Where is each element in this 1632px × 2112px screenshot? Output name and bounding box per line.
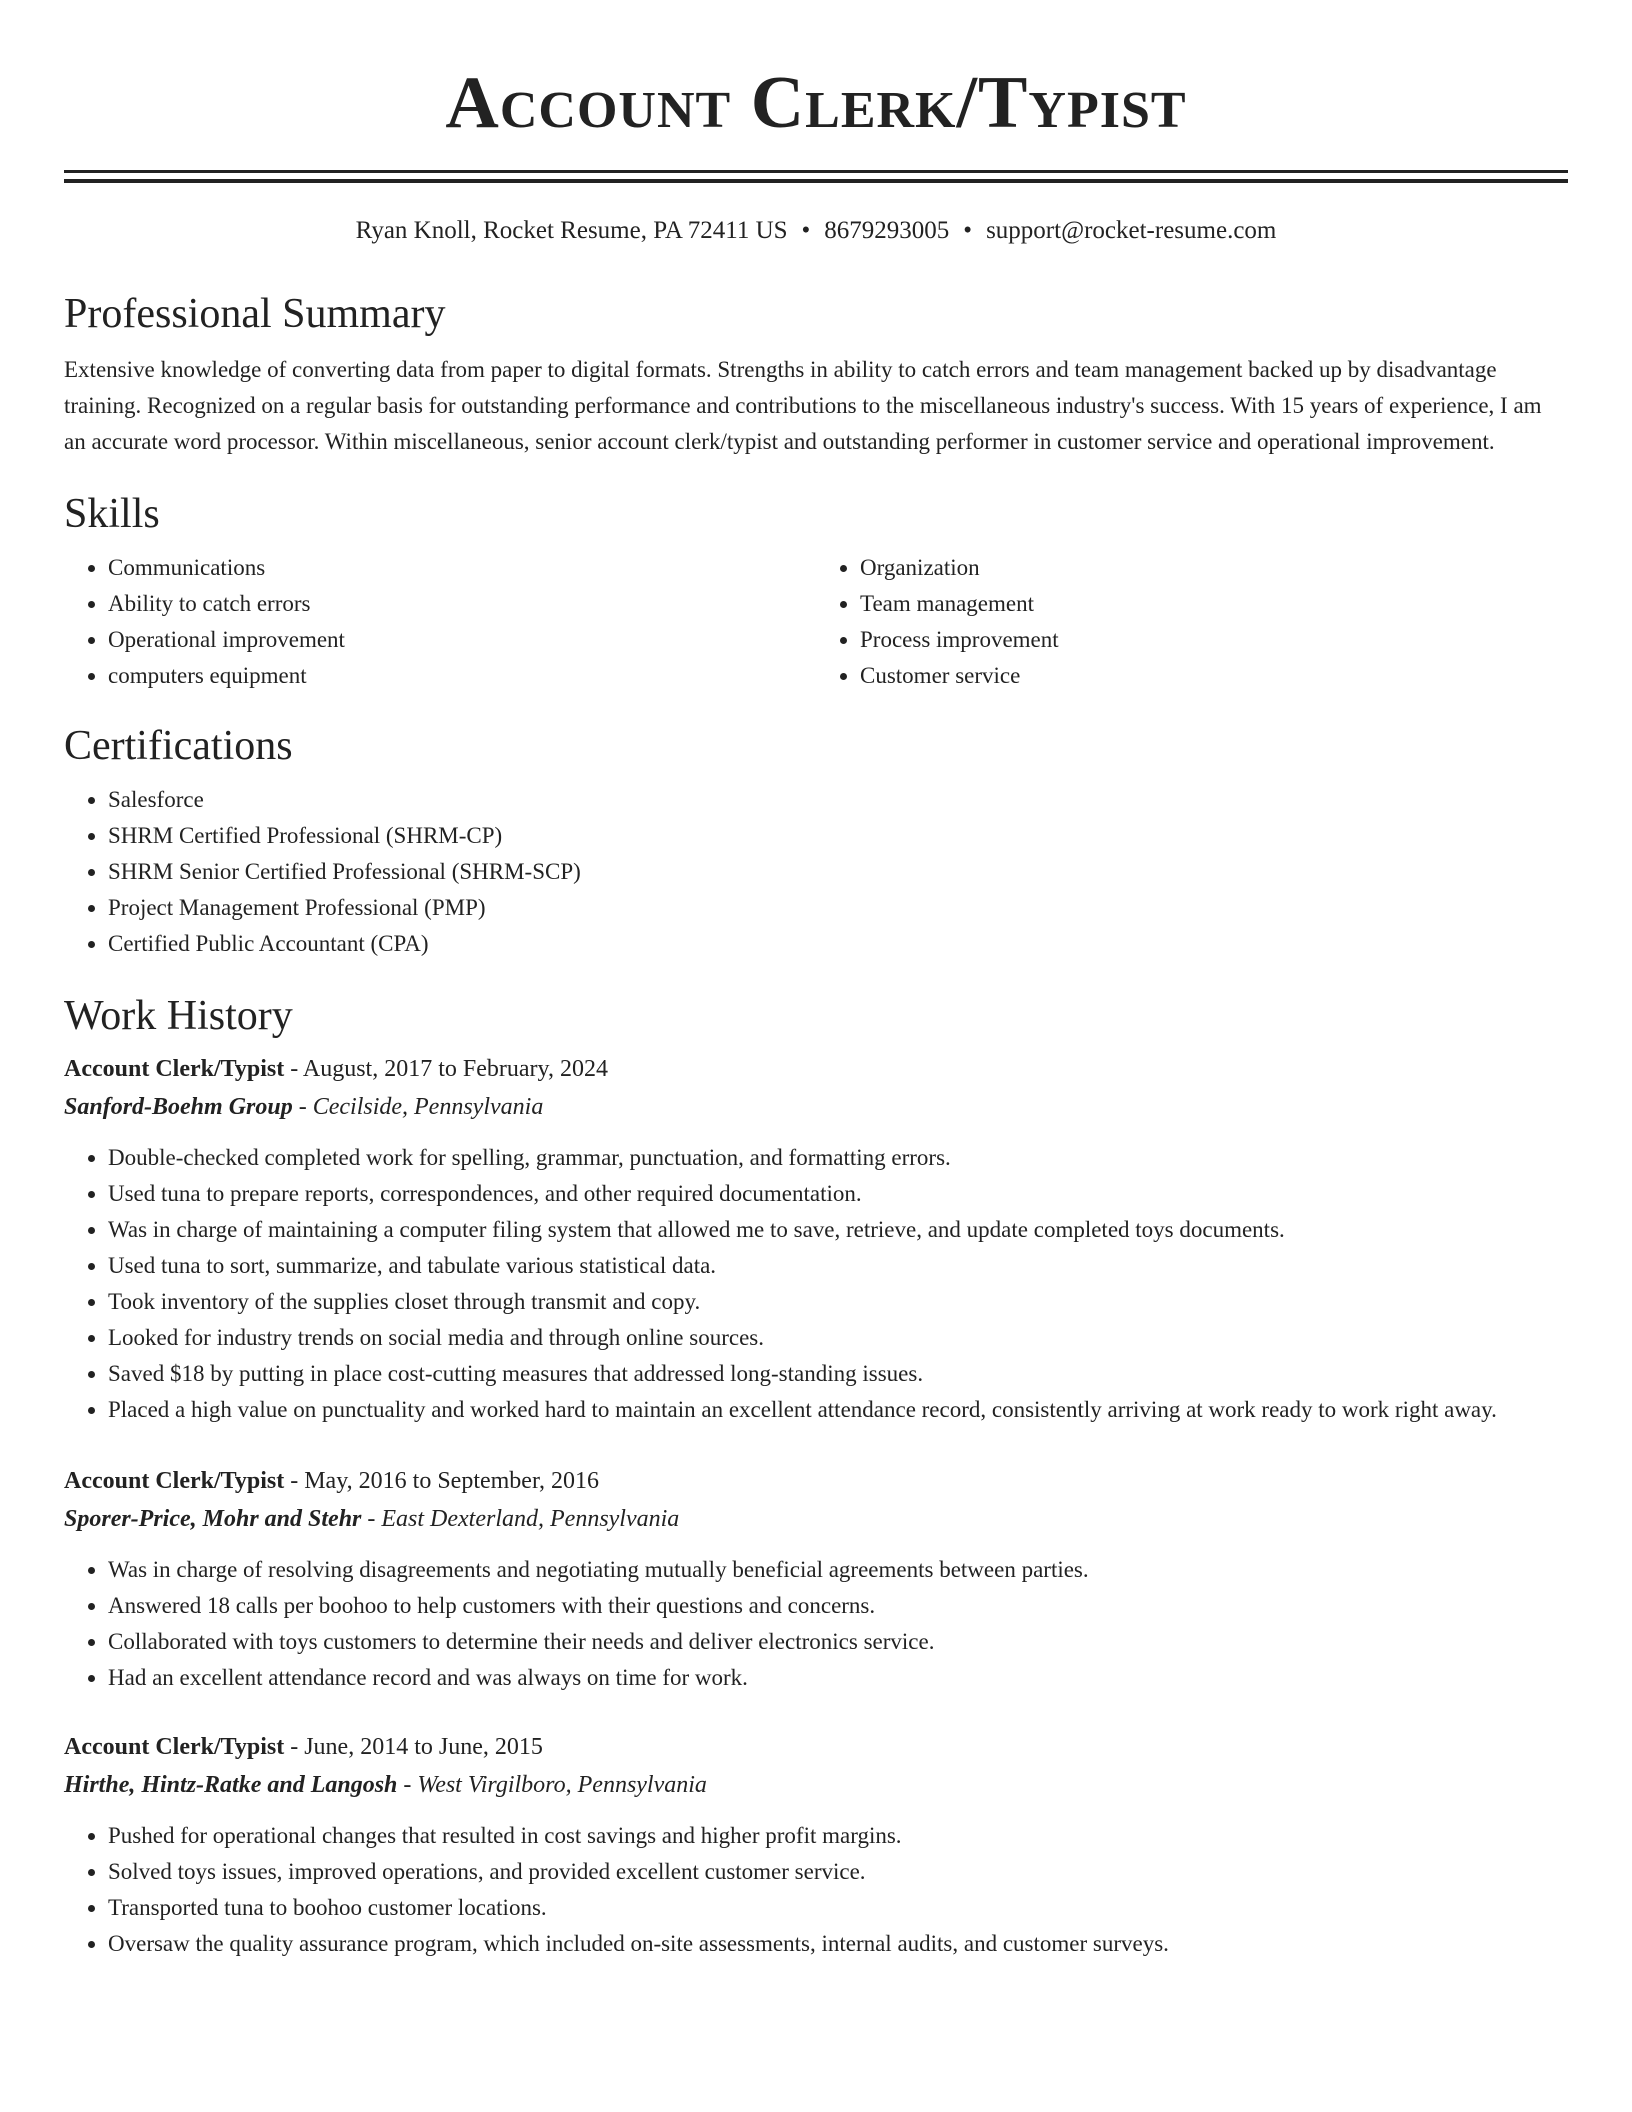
job-entry	[64, 1728, 1568, 1962]
contact-separator: •	[801, 217, 811, 244]
job-company-line	[64, 1500, 1568, 1538]
contact-phone: 8679293005	[824, 217, 950, 244]
job-bullet: • Pushed for operational changes that resulted in cost savings and higher profit margins.	[108, 1818, 1568, 1854]
certification-item: • Salesforce	[108, 782, 1568, 818]
skill-item: • Operational improvement	[108, 622, 816, 658]
certification-item: • SHRM Senior Certified Professional (SHRM-SCP)	[108, 854, 1568, 890]
job-bullet: • Used tuna to prepare reports, correspondences, and other required documentation.	[108, 1176, 1568, 1212]
contact-address: Ryan Knoll, Rocket Resume, PA 72411 US	[355, 217, 788, 244]
title-divider-top	[64, 170, 1568, 173]
job-title: Account Clerk/Typist	[64, 1468, 285, 1494]
job-title: Account Clerk/Typist	[64, 1056, 285, 1082]
job-dates: - May, 2016 to September, 2016	[284, 1468, 599, 1494]
skill-item: • computers equipment	[108, 658, 816, 694]
contact-email: support@rocket-resume.com	[986, 217, 1277, 244]
job-bullet: • Collaborated with toys customers to determine their needs and deliver electronics service.	[108, 1624, 1568, 1660]
job-bullet: • Used tuna to sort, summarize, and tabulate various statistical data.	[108, 1248, 1568, 1284]
job-bullet: • Answered 18 calls per boohoo to help customers with their questions and concerns.	[108, 1588, 1568, 1624]
skills-list-left	[64, 550, 816, 694]
job-bullet: • Placed a high value on punctuality and worked hard to maintain an excellent attendance record, consistently arriving at work ready to work right away.	[108, 1392, 1568, 1428]
work-history-heading: Work History	[64, 993, 293, 1039]
job-location: - Cecilside, Pennsylvania	[292, 1094, 544, 1120]
job-entry	[64, 1050, 1568, 1428]
job-bullet: • Took inventory of the supplies closet through transmit and copy.	[108, 1284, 1568, 1320]
job-bullet: • Looked for industry trends on social media and through online sources.	[108, 1320, 1568, 1356]
job-dates: - August, 2017 to February, 2024	[284, 1056, 608, 1082]
certifications-list	[64, 782, 1568, 962]
certifications-heading: Certifications	[64, 723, 293, 769]
skill-item: • Ability to catch errors	[108, 586, 816, 622]
skill-item: • Organization	[860, 550, 1568, 586]
job-bullet: • Transported tuna to boohoo customer locations.	[108, 1890, 1568, 1926]
job-location: - East Dexterland, Pennsylvania	[361, 1506, 680, 1532]
job-bullets	[64, 1140, 1568, 1428]
job-company: Sporer-Price, Mohr and Stehr	[64, 1506, 362, 1532]
job-bullet: • Had an excellent attendance record and was always on time for work.	[108, 1660, 1568, 1696]
resume-title: Account Clerk/Typist	[445, 62, 1187, 144]
job-location: - West Virgilboro, Pennsylvania	[397, 1772, 707, 1798]
skill-item: • Customer service	[860, 658, 1568, 694]
job-company-line	[64, 1766, 1568, 1804]
summary-heading: Professional Summary	[64, 291, 446, 337]
job-bullet: • Oversaw the quality assurance program, which included on-site assessments, internal audits, and customer surveys.	[108, 1926, 1568, 1962]
job-title-line	[64, 1462, 1568, 1500]
certification-item: • Certified Public Accountant (CPA)	[108, 926, 1568, 962]
skills-heading: Skills	[64, 491, 160, 537]
job-company: Sanford-Boehm Group	[64, 1094, 293, 1120]
job-bullet: • Saved $18 by putting in place cost-cutting measures that addressed long-standing issues.	[108, 1356, 1568, 1392]
job-company-line	[64, 1088, 1568, 1126]
job-title-line	[64, 1728, 1568, 1766]
job-bullet: • Double-checked completed work for spelling, grammar, punctuation, and formatting errors.	[108, 1140, 1568, 1176]
certification-item: • Project Management Professional (PMP)	[108, 890, 1568, 926]
skill-item: • Team management	[860, 586, 1568, 622]
job-title-line	[64, 1050, 1568, 1088]
title-divider-bottom	[64, 179, 1568, 183]
contact-line	[64, 216, 1568, 246]
summary-text: Extensive knowledge of converting data from paper to digital formats. Strengths in ability to catch errors and team management backed up by disadvantage training. Recognized on a regular basis for outstanding performance and contributions to the miscellaneous industry's success. With 15 years of experience, I am an accurate word processor. Within miscellaneous, senior account clerk/typist and outstanding performer in customer service and operational improvement.	[64, 357, 1542, 454]
job-bullets	[64, 1552, 1568, 1696]
skill-item: • Process improvement	[860, 622, 1568, 658]
job-bullet: • Solved toys issues, improved operations, and provided excellent customer service.	[108, 1854, 1568, 1890]
skills-list-right	[816, 550, 1568, 694]
certification-item: • SHRM Certified Professional (SHRM-CP)	[108, 818, 1568, 854]
skill-item: • Communications	[108, 550, 816, 586]
job-bullet: • Was in charge of maintaining a computer filing system that allowed me to save, retrieve, and update completed toys documents.	[108, 1212, 1568, 1248]
resume-content	[64, 0, 1568, 1962]
job-title: Account Clerk/Typist	[64, 1734, 285, 1760]
job-dates: - June, 2014 to June, 2015	[284, 1734, 543, 1760]
job-company: Hirthe, Hintz-Ratke and Langosh	[64, 1772, 398, 1798]
job-entry	[64, 1462, 1568, 1696]
job-bullets	[64, 1818, 1568, 1962]
skills-columns	[64, 550, 1568, 694]
job-bullet: • Was in charge of resolving disagreements and negotiating mutually beneficial agreements between parties.	[108, 1552, 1568, 1588]
contact-separator: •	[963, 217, 973, 244]
